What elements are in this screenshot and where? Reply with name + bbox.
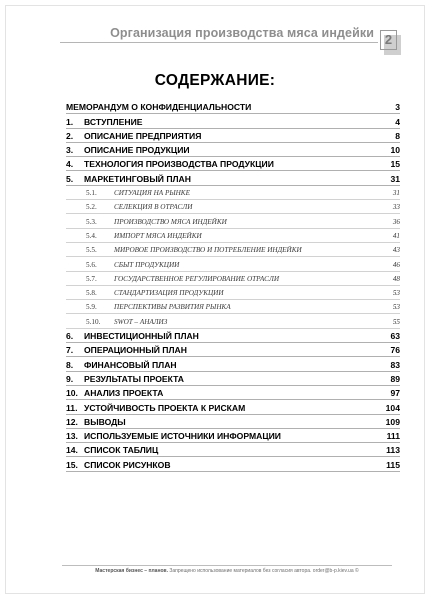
- toc-entry-page: 46: [392, 260, 400, 269]
- toc-entry-page: 41: [392, 231, 400, 240]
- running-header-title: Организация производства мяса индейки: [110, 26, 374, 40]
- toc-entry[interactable]: [66, 443, 400, 457]
- toc-entry-label: ОПЕРАЦИОННЫЙ ПЛАН: [84, 345, 187, 356]
- toc-entry-label: ВЫВОДЫ: [84, 416, 126, 427]
- toc-entry-page: 48: [392, 274, 400, 283]
- toc-entry[interactable]: [66, 386, 400, 400]
- page-footer: [62, 568, 392, 574]
- toc-subentry[interactable]: [66, 314, 400, 328]
- toc-entry-page: 3: [395, 102, 400, 113]
- toc-subentry[interactable]: [66, 243, 400, 257]
- toc-entry-label: СТАНДАРТИЗАЦИЯ ПРОДУКЦИИ: [114, 289, 224, 298]
- toc-entry-page: 31: [390, 173, 400, 184]
- toc-entry-number: 3.: [66, 145, 74, 156]
- toc-entry-label: СБЫТ ПРОДУКЦИИ: [114, 260, 180, 269]
- toc-entry-label: АНАЛИЗ ПРОЕКТА: [84, 388, 164, 399]
- toc-entry-number: 5.6.: [86, 260, 97, 269]
- toc-entry-number: 9.: [66, 373, 74, 384]
- toc-entry-number: 5.9.: [86, 303, 97, 312]
- toc-subentry[interactable]: [66, 286, 400, 300]
- toc-subentry[interactable]: [66, 229, 400, 243]
- toc-entry-number: 12.: [66, 416, 78, 427]
- toc-entry-number: 5.4.: [86, 231, 97, 240]
- toc-entry-label: ПРОИЗВОДСТВО МЯСА ИНДЕЙКИ: [114, 217, 227, 226]
- toc-entry[interactable]: [66, 129, 400, 143]
- toc-entry-page: 76: [390, 345, 400, 356]
- toc-entry-label: ОПИСАНИЕ ПРЕДПРИЯТИЯ: [84, 130, 202, 141]
- toc-entry-number: 5.2.: [86, 203, 97, 212]
- toc-entry-label: УСТОЙЧИВОСТЬ ПРОЕКТА К РИСКАМ: [84, 402, 246, 413]
- toc-entry-page: 104: [385, 402, 400, 413]
- toc-entry-label: МИРОВОЕ ПРОИЗВОДСТВО И ПОТРЕБЛЕНИЕ ИНДЕЙКИ: [114, 246, 302, 255]
- toc-entry-label: СПИСОК ТАБЛИЦ: [84, 445, 159, 456]
- toc-entry-page: 89: [390, 373, 400, 384]
- toc-entry-label: ИНВЕСТИЦИОННЫЙ ПЛАН: [84, 331, 199, 342]
- toc-entry-number: 5.1.: [86, 189, 97, 198]
- toc-entry-page: 53: [392, 303, 400, 312]
- toc-entry-page: 10: [390, 145, 400, 156]
- footer-brand: Мастерская бизнес – планов.: [95, 568, 168, 574]
- toc-entry-number: 5.3.: [86, 217, 97, 226]
- toc-entry-label: РЕЗУЛЬТАТЫ ПРОЕКТА: [84, 373, 184, 384]
- toc-entry[interactable]: [66, 329, 400, 343]
- toc-subentry[interactable]: [66, 200, 400, 214]
- toc-entry-label: ИМПОРТ МЯСА ИНДЕЙКИ: [114, 231, 202, 240]
- toc-entry[interactable]: [66, 171, 400, 185]
- toc-entry-page: 55: [392, 317, 400, 326]
- toc-entry-page: 109: [385, 416, 400, 427]
- toc-entry-label: ОПИСАНИЕ ПРОДУКЦИИ: [84, 145, 190, 156]
- toc-entry-page: 53: [392, 289, 400, 298]
- toc-entry[interactable]: [66, 429, 400, 443]
- toc-entry-number: 15.: [66, 459, 78, 470]
- toc-heading: СОДЕРЖАНИЕ:: [154, 72, 276, 89]
- toc-entry-number: 1.: [66, 116, 74, 127]
- toc-entry-page: 83: [390, 359, 400, 370]
- toc-entry-page: 43: [392, 246, 400, 255]
- toc-entry[interactable]: [66, 457, 400, 471]
- footer-divider: [62, 565, 392, 566]
- toc-entry-page: 115: [386, 459, 400, 470]
- toc-entry[interactable]: [66, 100, 400, 114]
- toc-entry-label: ИСПОЛЬЗУЕМЫЕ ИСТОЧНИКИ ИНФОРМАЦИИ: [84, 431, 281, 442]
- toc-subentry[interactable]: [66, 300, 400, 314]
- toc-entry-label: СИТУАЦИЯ НА РЫНКЕ: [114, 189, 190, 198]
- table-of-contents: [66, 100, 400, 472]
- toc-entry-label: МЕМОРАНДУМ О КОНФИДЕНЦИАЛЬНОСТИ: [66, 102, 252, 113]
- toc-entry-page: 113: [386, 445, 400, 456]
- toc-entry[interactable]: [66, 114, 400, 128]
- toc-entry-number: 8.: [66, 359, 74, 370]
- toc-entry-number: 5.7.: [86, 274, 97, 283]
- toc-subentry[interactable]: [66, 186, 400, 200]
- toc-entry-number: 4.: [66, 159, 74, 170]
- toc-entry-number: 10.: [66, 388, 78, 399]
- toc-entry[interactable]: [66, 415, 400, 429]
- footer-notice: Запрещено использование материалов без согласия автора. order@b-p.kiev.ua ©: [169, 568, 359, 574]
- toc-entry-label: ТЕХНОЛОГИЯ ПРОИЗВОДСТВА ПРОДУКЦИИ: [84, 159, 274, 170]
- toc-entry-number: 7.: [66, 345, 74, 356]
- toc-entry-page: 31: [392, 189, 400, 198]
- toc-entry-number: 6.: [66, 331, 74, 342]
- toc-entry[interactable]: [66, 157, 400, 171]
- toc-entry-number: 5.10.: [86, 317, 101, 326]
- toc-entry-page: 8: [395, 130, 400, 141]
- toc-entry[interactable]: [66, 400, 400, 414]
- toc-entry-page: 97: [390, 388, 400, 399]
- toc-entry[interactable]: [66, 343, 400, 357]
- toc-entry-number: 13.: [66, 431, 78, 442]
- toc-entry-label: ГОСУДАРСТВЕННОЕ РЕГУЛИРОВАНИЕ ОТРАСЛИ: [114, 274, 280, 283]
- toc-entry-page: 111: [386, 431, 400, 442]
- toc-entry-label: МАРКЕТИНГОВЫЙ ПЛАН: [84, 173, 191, 184]
- toc-entry-page: 4: [395, 116, 400, 127]
- toc-entry-label: СЕЛЕКЦИЯ В ОТРАСЛИ: [114, 203, 193, 212]
- toc-entry-number: 5.5.: [86, 246, 97, 255]
- toc-entry-label: ВСТУПЛЕНИЕ: [84, 116, 143, 127]
- toc-entry-page: 15: [390, 159, 400, 170]
- toc-entry-number: 11.: [66, 402, 78, 413]
- toc-entry-number: 5.: [66, 173, 74, 184]
- toc-entry-label: SWOT – АНАЛИЗ: [114, 317, 168, 326]
- toc-entry-number: 5.8.: [86, 289, 97, 298]
- toc-subentry[interactable]: [66, 214, 400, 228]
- toc-entry-page: 36: [392, 217, 400, 226]
- toc-entry[interactable]: [66, 357, 400, 371]
- toc-subentry[interactable]: [66, 257, 400, 271]
- toc-entry-number: 2.: [66, 130, 74, 141]
- toc-entry[interactable]: [66, 372, 400, 386]
- toc-entry-page: 33: [392, 203, 400, 212]
- toc-entry-label: ПЕРСПЕКТИВЫ РАЗВИТИЯ РЫНКА: [114, 303, 231, 312]
- page-number-badge: 2: [380, 30, 397, 50]
- toc-subentry[interactable]: [66, 272, 400, 286]
- toc-entry-label: СПИСОК РИСУНКОВ: [84, 459, 171, 470]
- toc-entry-number: 14.: [66, 445, 78, 456]
- header-divider: [60, 42, 378, 43]
- toc-entry-label: ФИНАНСОВЫЙ ПЛАН: [84, 359, 177, 370]
- toc-entry-page: 63: [390, 331, 400, 342]
- toc-entry[interactable]: [66, 143, 400, 157]
